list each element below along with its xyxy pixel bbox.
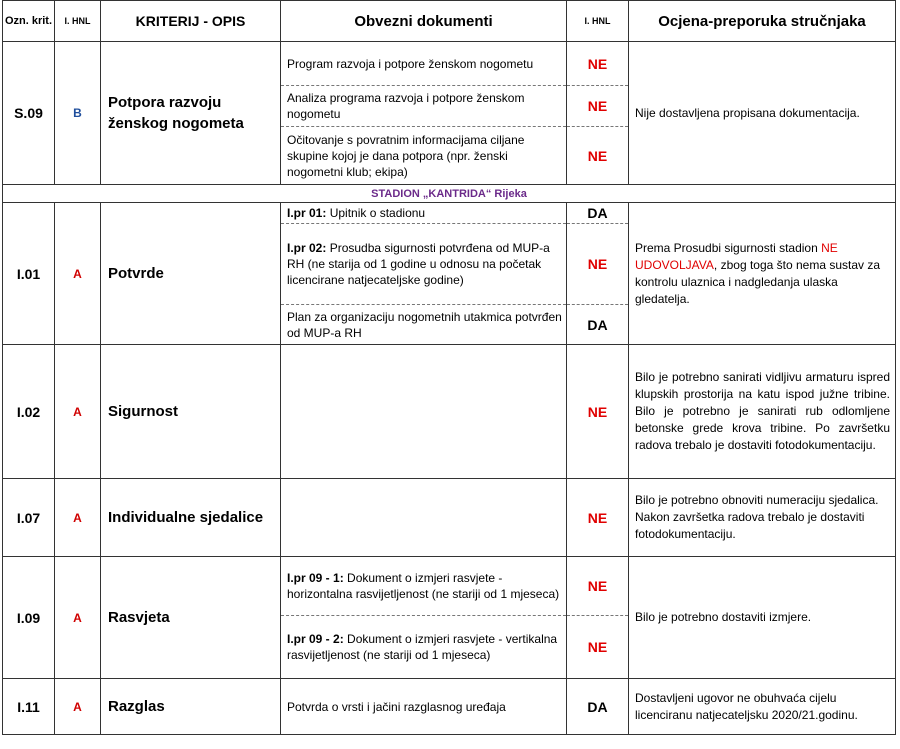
table-row: [3, 42, 896, 86]
document-status: NE: [567, 345, 629, 479]
expert-assessment: Nije dostavljena propisana dokumentacija.: [629, 42, 896, 185]
document-text: Potvrda o vrsti i jačini razglasnog uređaja: [281, 679, 567, 735]
criterion-title: Individualne sjedalice: [101, 479, 281, 557]
criterion-level: A: [55, 479, 101, 557]
stadium-city: Rijeka: [491, 187, 527, 200]
criterion-title: Potpora razvoju ženskog nogometa: [101, 42, 281, 185]
document-text: [281, 203, 567, 224]
assessment-text: , zbog toga što nema sustav za kontrolu ulaznica i nadgledanja ulaska gledatelja.: [635, 257, 881, 306]
header-hnl: I. HNL: [55, 1, 101, 42]
criterion-code: S.09: [3, 42, 55, 185]
document-status: DA: [567, 203, 629, 224]
document-status: NE: [567, 557, 629, 616]
criterion-title: Razglas: [101, 679, 281, 735]
criterion-level: B: [55, 42, 101, 185]
stadium-name: STADION „KANTRIDA“: [371, 187, 492, 200]
assessment-text: Prema Prosudbi sigurnosti stadion: [635, 240, 822, 255]
document-status: NE: [567, 479, 629, 557]
assessment-highlight: NE UDOVOLJAVA: [635, 240, 838, 272]
header-row: [3, 1, 896, 42]
licensing-criteria-table: [2, 0, 896, 735]
header-dokumenti: Obvezni dokumenti: [281, 1, 567, 42]
expert-assessment: Dostavljeni ugovor ne obuhvaća cijelu licenciranu natjecateljsku 2020/21.godinu.: [629, 679, 896, 735]
document-text: Očitovanje s povratnim informacijama ciljane skupine kojoj je dana potpora (npr. ženski nogometni klub; ekipa): [281, 127, 567, 185]
criterion-title: Potvrde: [101, 203, 281, 345]
criterion-level: A: [55, 203, 101, 345]
header-ozn-krit: Ozn. krit.: [3, 1, 55, 42]
document-text: Analiza programa razvoja i potpore ženskom nogometu: [281, 86, 567, 127]
document-text: Plan za organizaciju nogometnih utakmica potvrđen od MUP-a RH: [281, 305, 567, 345]
document-status: DA: [567, 305, 629, 345]
expert-assessment: Bilo je potrebno obnoviti numeraciju sjedalica. Nakon završetka radova trebalo je dostaviti fotodokumentaciju.: [629, 479, 896, 557]
document-status: NE: [567, 127, 629, 185]
criterion-code: I.02: [3, 345, 55, 479]
document-desc: Dokument o izmjeri rasvjete - vertikalna rasvijetljenost (ne stariji od 1 mjeseca): [287, 632, 558, 662]
document-desc: Prosudba sigurnosti potvrđena od MUP-a RH (ne starija od 1 godine u odnosu na početak licencirane natjecateljske godine): [287, 241, 550, 287]
document-ref: I.pr 01:: [287, 206, 327, 220]
document-ref: I.pr 09 - 1:: [287, 571, 344, 585]
document-text: [281, 616, 567, 679]
header-hnl-2: I. HNL: [567, 1, 629, 42]
document-desc: Dokument o izmjeri rasvjete - horizontalna rasvijetljenost (ne stariji od 1 mjeseca): [287, 571, 560, 601]
header-kriterij: KRITERIJ - OPIS: [101, 1, 281, 42]
table-row: [3, 557, 896, 616]
table-row: [3, 479, 896, 557]
document-ref: I.pr 02:: [287, 241, 327, 255]
document-text: [281, 345, 567, 479]
stadium-section-row: [3, 185, 896, 203]
table-row: [3, 679, 896, 735]
table-row: [3, 203, 896, 224]
document-text: [281, 479, 567, 557]
document-status: NE: [567, 42, 629, 86]
document-status: NE: [567, 616, 629, 679]
document-status: NE: [567, 86, 629, 127]
document-status: DA: [567, 679, 629, 735]
expert-assessment: Bilo je potrebno sanirati vidljivu armaturu ispred klupskih prostorija na katu ispod južne tribine. Bilo je potrebno je sanirati rub odlomljene betonske grede krova tribine. Po završetku radova trebalo je dostaviti fotodokumentaciju.: [629, 345, 896, 479]
header-ocjena: Ocjena-preporuka stručnjaka: [629, 1, 896, 42]
stadium-title: [3, 185, 896, 203]
document-text: Program razvoja i potpore ženskom nogometu: [281, 42, 567, 86]
table-row: [3, 345, 896, 479]
document-desc: Upitnik o stadionu: [326, 206, 426, 220]
document-ref: I.pr 09 - 2:: [287, 632, 344, 646]
criterion-title: Sigurnost: [101, 345, 281, 479]
expert-assessment: [629, 203, 896, 345]
criterion-level: A: [55, 679, 101, 735]
criterion-level: A: [55, 557, 101, 679]
criterion-title: Rasvjeta: [101, 557, 281, 679]
document-status: NE: [567, 224, 629, 305]
criterion-code: I.09: [3, 557, 55, 679]
document-text: [281, 224, 567, 305]
criterion-code: I.01: [3, 203, 55, 345]
criterion-code: I.11: [3, 679, 55, 735]
criterion-level: A: [55, 345, 101, 479]
expert-assessment: Bilo je potrebno dostaviti izmjere.: [629, 557, 896, 679]
criterion-code: I.07: [3, 479, 55, 557]
document-text: [281, 557, 567, 616]
